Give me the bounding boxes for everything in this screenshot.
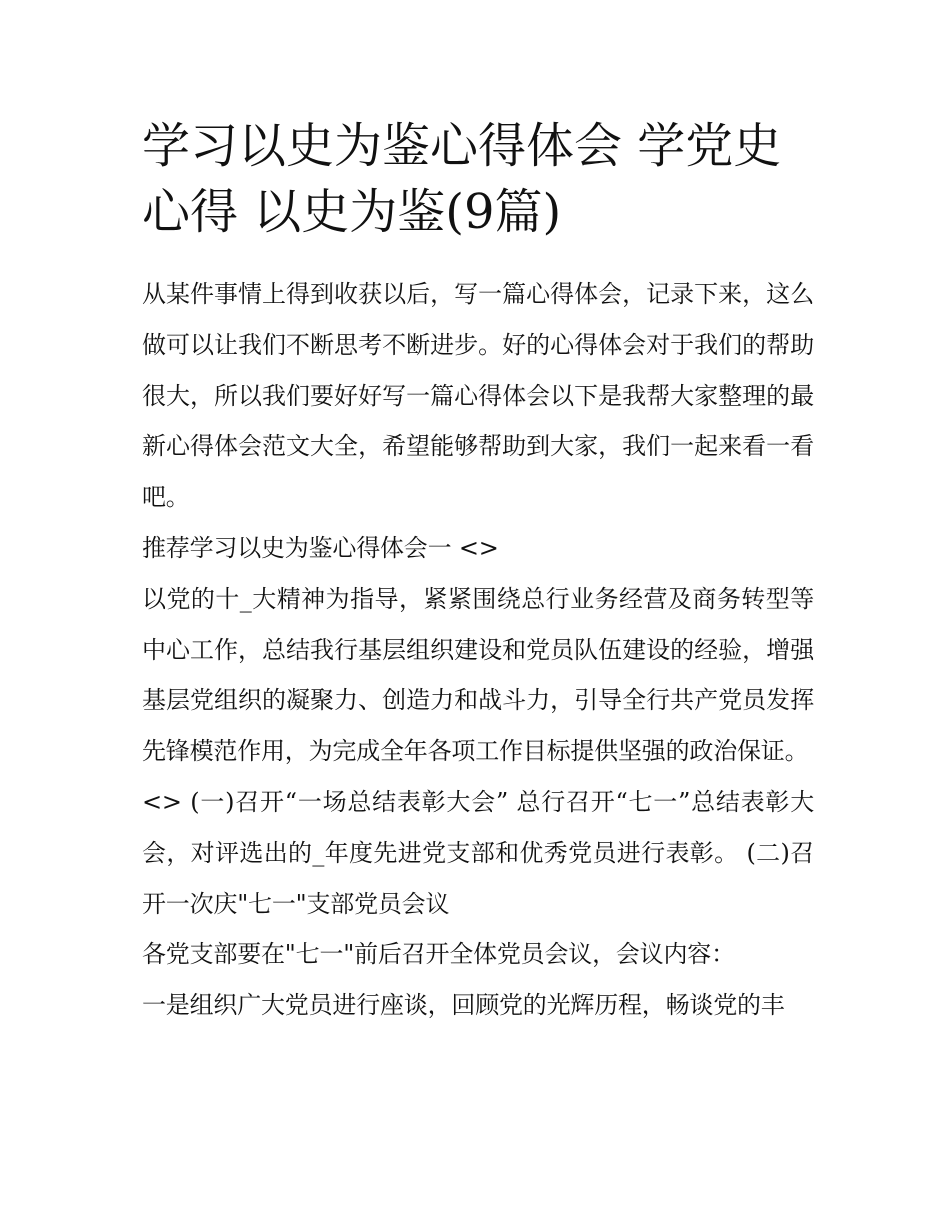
body-paragraph: <> (一)召开“一场总结表彰大会” 总行召开“七一”总结表彰大会，对评选出的_年度先进党支部和优秀党员进行表彰。 (二)召开一次庆"七一"支部党员会议 — [142, 787, 814, 918]
intro-paragraph: 从某件事情上得到收获以后，写一篇心得体会，记录下来，这么做可以让我们不断思考不断进步。好的心得体会对于我们的帮助很大，所以我们要好好写一篇心得体会以下是我帮大家整理的最新心得体会范文大全，希望能够帮助到大家，我们一起来看一看吧。 — [142, 280, 814, 512]
body-paragraph: 以党的十_大精神为指导，紧紧围绕总行业务经营及商务转型等中心工作，总结我行基层组织建设和党员队伍建设的经验，增强基层党组织的凝聚力、创造力和战斗力，引导全行共产党员发挥先锋模范作用，为完成全年各项工作目标提供坚强的政治保证。 — [142, 584, 814, 766]
document-body — [142, 113, 814, 1031]
document-title: 学习以史为鉴心得体会 学党史心得 以史为鉴(9篇) — [142, 118, 782, 240]
section-heading: 推荐学习以史为鉴心得体会一 <> — [142, 533, 499, 562]
body-paragraph: 一是组织广大党员进行座谈，回顾党的光辉历程，畅谈党的丰 — [142, 991, 785, 1020]
body-paragraph: 各党支部要在"七一"前后召开全体党员会议，会议内容： — [142, 940, 735, 969]
